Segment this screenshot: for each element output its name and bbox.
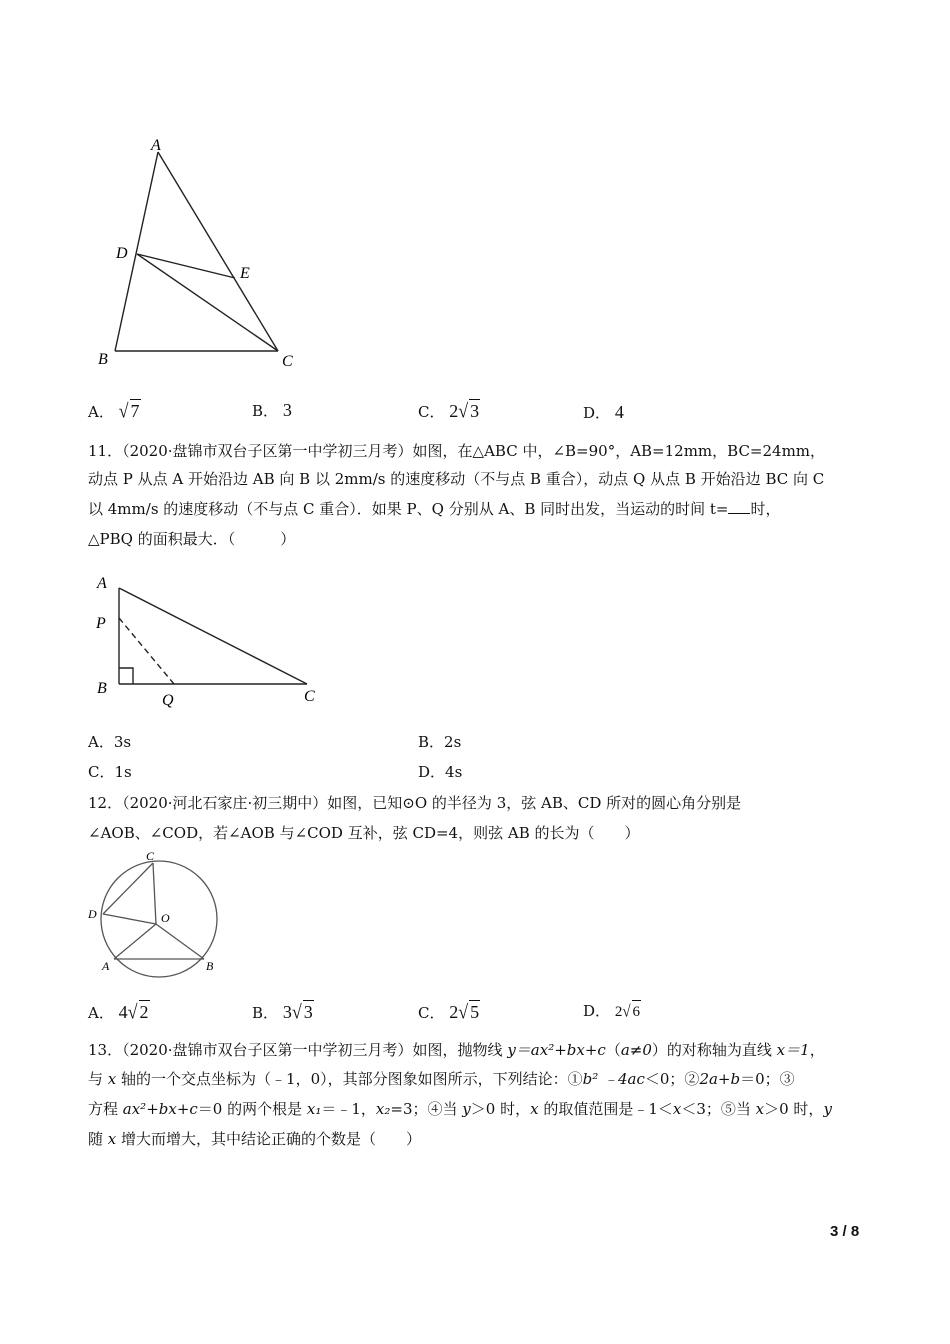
sqrt-expression: √ 6 xyxy=(622,1000,641,1023)
label-b: B xyxy=(98,351,108,368)
right-triangle-figure-pbq xyxy=(90,568,330,713)
sqrt-expression: √ 2 xyxy=(127,1001,149,1023)
q10-option-b: B． 3 xyxy=(252,400,292,420)
q10-option-d: D． 4 xyxy=(583,402,624,422)
label-c: C xyxy=(146,849,155,863)
segment-ac xyxy=(119,588,307,684)
sqrt-expression: √ 5 xyxy=(458,1001,480,1023)
label-p: P xyxy=(96,615,106,632)
q11-option-a: A．3s xyxy=(88,733,132,751)
radius-ob xyxy=(156,924,204,959)
triangle-figure-abc xyxy=(100,130,310,375)
q12-option-d: D． 2√ 6 xyxy=(583,1000,641,1023)
q11-line-3: 以 4mm/s 的速度移动（不与点 C 重合）．如果 P、Q 分别从 A、B 同时出发，当运动的时间 t= 时， xyxy=(88,500,781,518)
radius-oa xyxy=(114,924,156,959)
q12-option-b: B． 3√ 3 xyxy=(252,1001,313,1023)
label-c: C xyxy=(282,353,293,370)
label-b: B xyxy=(97,680,107,697)
page-number: 3 / 8 xyxy=(830,1223,860,1240)
label-a: A xyxy=(97,575,107,592)
sqrt-expression: √ 3 xyxy=(458,400,480,422)
segment-ac xyxy=(158,152,278,351)
q12-option-a: A． 4√ 2 xyxy=(88,1001,149,1023)
q12-option-c: C． 2√ 5 xyxy=(418,1001,480,1023)
label-c: C xyxy=(304,688,315,705)
label-b: B xyxy=(206,959,214,973)
radius-od xyxy=(103,914,156,924)
label-d: D xyxy=(116,245,128,262)
answer-blank xyxy=(728,499,750,514)
q11-option-b: B．2s xyxy=(418,733,462,751)
q13-line-4: 随 x 增大而增大，其中结论正确的个数是（ ） xyxy=(88,1130,422,1148)
q10-option-c: C． 2√ 3 xyxy=(418,400,480,422)
q13-line-3: 方程 ax²+bx+c＝0 的两个根是 x₁＝﹣1，x₂=3；④当 y＞0 时，x 的取值范围是﹣1＜x＜3；⑤当 x＞0 时，y xyxy=(88,1100,832,1118)
q13-line-2: 与 x 轴的一个交点坐标为（﹣1，0），其部分图象如图所示，下列结论：①b² ﹣4ac＜0；②2a+b＝0；③ xyxy=(88,1070,795,1088)
q11-line-2: 动点 P 从点 A 开始沿边 AB 向 B 以 2mm/s 的速度移动（不与点 B 重合），动点 Q 从点 B 开始沿边 BC 向 C xyxy=(88,470,825,488)
label-a: A xyxy=(151,137,161,154)
circle-figure-o xyxy=(84,846,234,976)
q11-line-4: △PBQ 的面积最大．（ ） xyxy=(88,530,296,548)
q13-line-1: 13．（2020·盘锦市双台子区第一中学初三月考）如图，抛物线 y＝ax²+bx+c（a≠0）的对称轴为直线 x＝1， xyxy=(88,1041,825,1059)
radius-oc xyxy=(153,863,156,924)
label-e: E xyxy=(240,265,250,282)
q12-line-2: ∠AOB、∠COD，若∠AOB 与∠COD 互补，弦 CD=4，则弦 AB 的长为（ ） xyxy=(88,824,640,842)
segment-pq-dashed xyxy=(119,618,174,684)
sqrt-expression: √ 7 xyxy=(118,400,140,422)
q12-line-1: 12．（2020·河北石家庄·初三期中）如图，已知⊙O 的半径为 3，弦 AB、CD 所对的圆心角分别是 xyxy=(88,794,742,812)
right-angle-mark xyxy=(119,668,133,684)
sqrt-expression: √ 3 xyxy=(291,1001,313,1023)
q11-option-d: D．4s xyxy=(418,763,463,781)
q10-option-a: A． √ 7 xyxy=(88,400,140,422)
label-q: Q xyxy=(162,692,174,709)
segment-de xyxy=(137,254,235,278)
q11-line-1: 11．（2020·盘锦市双台子区第一中学初三月考）如图，在△ABC 中，∠B=90°，AB=12mm，BC=24mm， xyxy=(88,442,826,460)
label-d: D xyxy=(88,907,97,921)
label-a: A xyxy=(102,959,110,973)
segment-dc xyxy=(137,254,278,351)
label-o: O xyxy=(161,911,170,925)
q11-option-c: C．1s xyxy=(88,763,132,781)
